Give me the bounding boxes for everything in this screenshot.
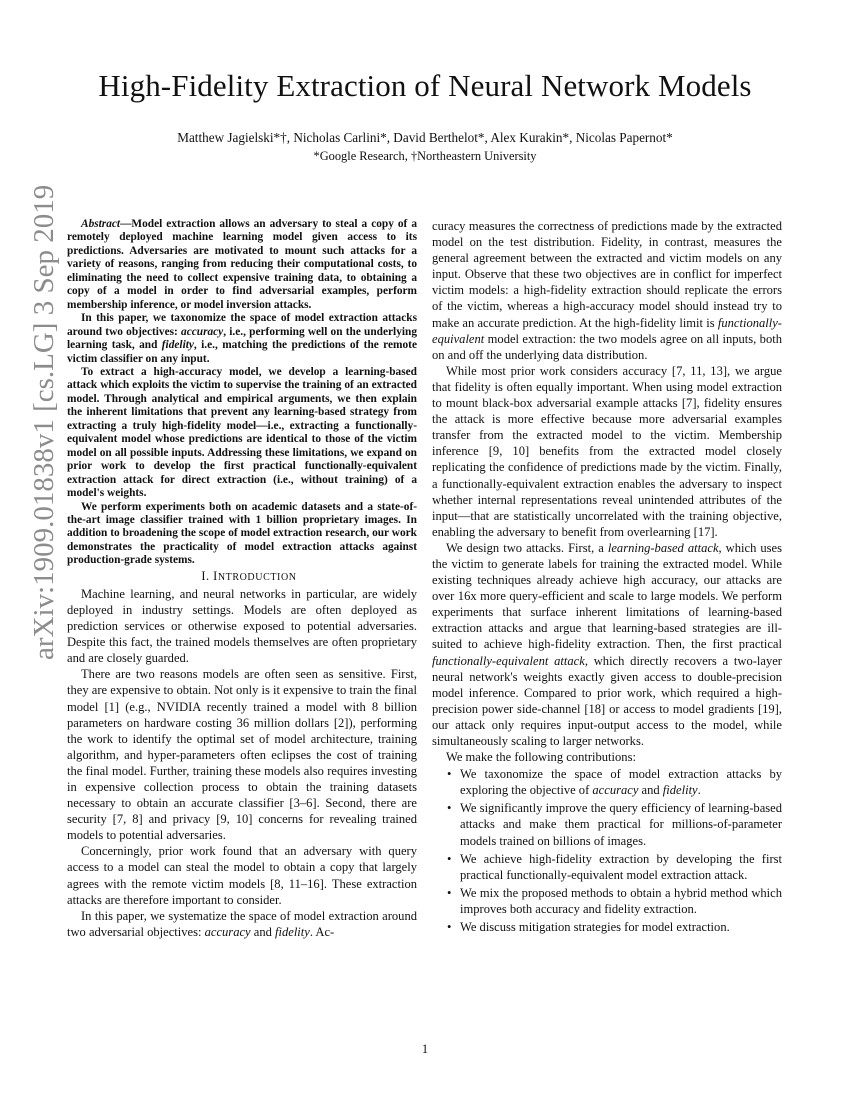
abstract-paragraph: To extract a high-accuracy model, we develop a learning-based attack which exploits the victim to supervise the training of an extracted model. Through analytical and empirical arguments, we then explain the inherent limitations that prevent any learning-based strategy from extracting a truly high-fidelity model—i.e., extracting a functionally-equivalent model whose predictions are identical to those of the victim model on all possible inputs. Addressing these limitations, we expand on prior work to develop the first practical functionally-equivalent extraction attack for direct extraction (i.e., without training) of a model's weights.	[67, 365, 417, 500]
abstract-paragraph: In this paper, we taxonomize the space of model extraction attacks around two objectives: accuracy, i.e., performing well on the underlying learning task, and fidelity, i.e., matching the predictions of the remote victim classifier on any input.	[67, 312, 418, 365]
abstract-paragraph: —Model extraction allows an adversary to steal a copy of a remotely deployed machine learning model given access to its predictions. Adversaries are motivated to mount such attacks for a variety of reasons, ranging from reducing their computational costs, to eliminating the need to collect expensive training data, to obtaining a copy of a model in order to find adversarial examples, perform membership inference, or model inversion attacks.	[67, 218, 417, 311]
list-item: • We taxonomize the space of model extraction attacks by exploring the objective of accuracy and fidelity.	[460, 766, 782, 798]
affiliations: *Google Research, †Northeastern University	[313, 149, 537, 163]
list-item: • We significantly improve the query efficiency of learning-based attacks and make them practical for millions-of-parameter models trained on billions of images.	[460, 800, 782, 848]
right-column	[432, 218, 782, 937]
abstract-paragraph: We perform experiments both on academic datasets and a state-of-the-art image classifier trained with 1 billion proprietary images. In addition to broadening the scope of model extraction research, our work demonstrates the practicality of model extraction attacks against production-grade systems.	[67, 500, 417, 567]
abstract-lead: Abstract	[81, 218, 121, 230]
body-paragraph: We make the following contributions:	[446, 750, 636, 765]
arxiv-stamp: arXiv:1909.01838v1 [cs.LG] 3 Sep 2019	[28, 184, 60, 660]
body-paragraph: Concerningly, prior work found that an adversary with query access to a model can steal the model to obtain a copy that largely agrees with the remote victim models [8, 11–16]. These extraction attacks are therefore important to consider.	[67, 844, 417, 907]
contribution-list	[432, 766, 782, 935]
list-item: • We achieve high-fidelity extraction by developing the first practical functionally-equivalent model extraction attack.	[460, 851, 782, 883]
page-number: 1	[421, 1042, 429, 1056]
abstract	[67, 218, 417, 568]
body-paragraph: Machine learning, and neural networks in particular, are widely deployed in industry settings. Models are often deployed as prediction services or otherwise exposed to potential adversaries. Despite this fact, the trained models themselves are often proprietary and are closely guarded.	[67, 586, 417, 666]
section-heading: I. INTRODUCTION	[201, 568, 297, 583]
body-paragraph: In this paper, we systematize the space of model extraction around two adversarial objectives: accuracy and fidelity. Ac-	[67, 908, 417, 939]
paper-title: High-Fidelity Extraction of Neural Network Models	[98, 68, 752, 103]
author-list: Matthew Jagielski*†, Nicholas Carlini*, David Berthelot*, Alex Kurakin*, Nicolas Papernot*	[177, 130, 673, 145]
list-item: • We discuss mitigation strategies for model extraction.	[460, 919, 782, 935]
body-paragraph: There are two reasons models are often seen as sensitive. First, they are expensive to obtain. Not only is it expensive to train the final model [1] (e.g., NVIDIA recently trained a model with 8 billion parameters on hardware costing 36 million dollars [2]), performing the work to identify the optimal set of model architecture, training algorithm, and hyper-parameters often eclipses the cost of training the final model. Further, training these models also requires investing in expensive collection process to obtain the training datasets necessary to obtain an accurate classifier [3–6]. Second, there are security [7, 8] and privacy [9, 10] concerns for revealing trained models to potential adversaries.	[67, 667, 417, 843]
left-column	[67, 218, 417, 940]
list-item: • We mix the proposed methods to obtain a hybrid method which improves both accuracy and fidelity extraction.	[460, 885, 782, 917]
body-paragraph: While most prior work considers accuracy [7, 11, 13], we argue that fidelity is often equally important. When using model extraction to mount black-box adversarial example attacks [7], fidelity ensures the attack is more effective because more adversarial examples transfer from the extracted model to the victim. Membership inference [9, 10] benefits from the extracted model closely replicating the confidence of predictions made by the victim. Finally, a functionally-equivalent extraction enables the adversary to inspect whether internal representations reveal unintended attributes of the input—that are statistically uncorrelated with the training objective, enabling the adversary to benefit from overlearning [17].	[432, 363, 782, 539]
body-paragraph-continued: curacy measures the correctness of predictions made by the extracted model on the test distribution. Fidelity, in contrast, measures the general agreement between the extracted and victim models on any input. Observe that these two objectives are in conflict for imperfect victim models: a high-fidelity extraction should replicate the errors of the victim, whereas a high-accuracy model should instead try to make an accurate prediction. At the high-fidelity limit is functionally-equivalent model extraction: the two models agree on all inputs, both on and off the underlying data distribution.	[432, 219, 782, 362]
body-paragraph: We design two attacks. First, a learning-based attack, which uses the victim to generate labels for training the extracted model. While existing techniques already achieve high accuracy, our attacks are over 16x more query-efficient and scale to large models. We perform experiments that surface inherent limitations of learning-based extraction attacks and argue that learning-based strategies are ill-suited to achieve high-fidelity extraction. Then, the first practical functionally-equivalent attack, which directly recovers a two-layer neural network's weights exactly given access to double-precision model inference. Compared to prior work, which required a high-precision power side-channel [18] or access to model gradients [19], our attack only requires input-output access to the model, while simultaneously scaling to larger networks.	[432, 540, 782, 748]
